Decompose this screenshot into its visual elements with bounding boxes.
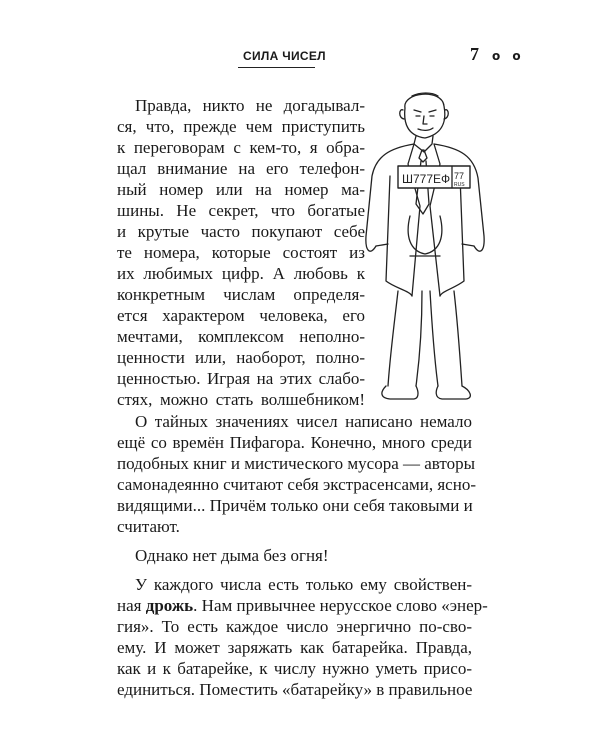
text-line: те номера, которые состоят из xyxy=(117,243,365,262)
text-line: ся, что, прежде чем приступить xyxy=(117,117,365,136)
text-line-with-emphasis xyxy=(117,595,488,616)
text-line: ный номер или на номер ма- xyxy=(117,180,365,199)
text-line: ещё со времён Пифагора. Конечно, много среди xyxy=(117,433,472,452)
license-plate-region: 77 xyxy=(454,171,465,181)
text-line: считают. xyxy=(117,517,180,536)
text-line: подобных книг и мистического мусора — авторы xyxy=(117,454,476,473)
page-number: 7 xyxy=(470,44,479,64)
text-line: шины. Не секрет, что богатые xyxy=(117,201,365,220)
text-line: Правда, никто не догадывал- xyxy=(135,96,365,115)
text-line: мечтами, комплексом неполно- xyxy=(117,327,365,346)
text-line: как и к батарейке, к числу нужно уметь присо- xyxy=(117,659,472,678)
running-head: СИЛА ЧИСЕЛ xyxy=(243,49,326,63)
license-plate-country: RUS xyxy=(454,182,465,188)
text-line: У каждого числа есть только ему свойствен- xyxy=(135,575,472,594)
text-line: к переговорам с кем-то, я обра- xyxy=(117,138,365,157)
text-line: щал внимание на его телефон- xyxy=(117,159,365,178)
text-line: ценностью. Играя на этих слабо- xyxy=(117,369,365,388)
text-line: их любимых цифр. А любовь к xyxy=(117,264,365,283)
text-line: Однако нет дыма без огня! xyxy=(135,546,329,565)
text-line: ценности или, наоборот, полно- xyxy=(117,348,365,367)
text-line: самонадеянно считают себя экстрасенсами, ясно- xyxy=(117,475,476,494)
text-line: конкретным числам определя- xyxy=(117,285,365,304)
text-line: видящими... Причём только они себя таковыми и xyxy=(117,496,473,515)
text-line: единиться. Поместить «батарейку» в правильное xyxy=(117,680,473,699)
text-span: . Нам привычнее нерусское слово «энер- xyxy=(193,596,488,615)
license-plate-text: Ш777ЕФ xyxy=(402,172,451,186)
businessman-with-license-plate-icon xyxy=(350,86,500,416)
page-ornament: o o xyxy=(492,49,525,63)
text-line: О тайных значениях чисел написано немало xyxy=(135,412,472,431)
emphasis-word: дрожь xyxy=(145,596,194,615)
running-head-underline xyxy=(238,67,315,68)
text-line: стях, можно стать волшебником! xyxy=(117,390,365,409)
text-span: ная xyxy=(117,596,146,615)
text-line: гия». То есть каждое число энергично по-сво- xyxy=(117,617,472,636)
text-line: ему. И может заряжать как батарейка. Правда, xyxy=(117,638,472,657)
text-line: ется характером человека, его xyxy=(117,306,365,325)
text-line: и крутые часто покупают себе xyxy=(117,222,365,241)
